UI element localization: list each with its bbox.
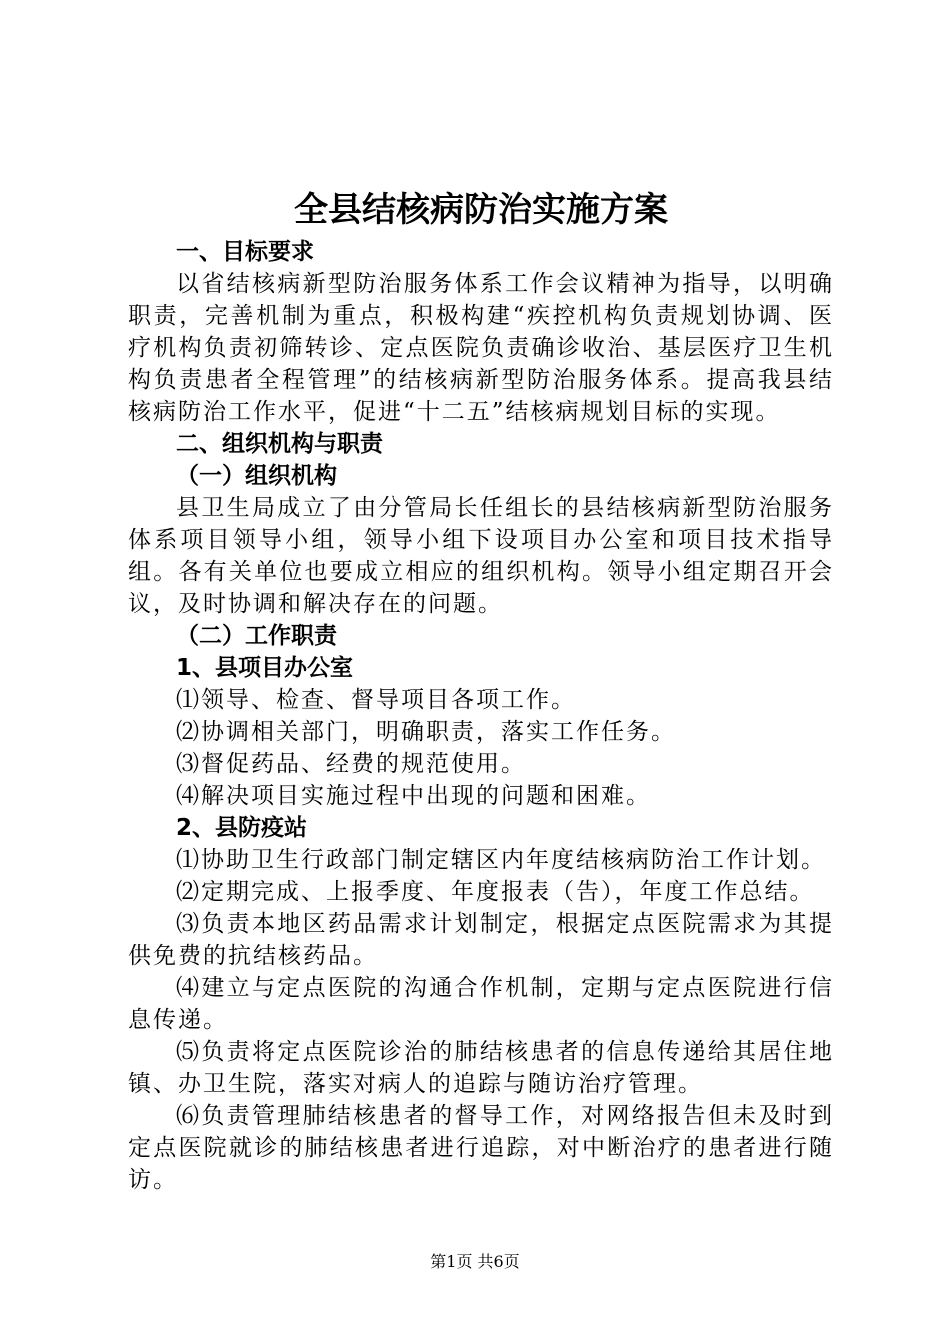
- list-item: ⑶督促药品、经费的规范使用。: [176, 751, 526, 777]
- list-item: ⑷建立与定点医院的沟通合作机制，定期与定点医院进行信息传递。: [128, 975, 834, 1033]
- paragraph-organization: 县卫生局成立了由分管局长任组长的县结核病新型防治服务体系项目领导小组，领导小组下设项目办公室和项目技术指导组。各有关单位也要成立相应的组织机构。领导小组定期召开会议，及时协调和解决存在的问题。: [128, 495, 834, 617]
- list-item: ⑷解决项目实施过程中出现的问题和困难。: [176, 783, 651, 809]
- page-number-footer: 第1页 共6页: [430, 1252, 520, 1271]
- paragraph-goals: 以省结核病新型防治服务体系工作会议精神为指导，以明确职责，完善机制为重点，积极构建“疾控机构负责规划协调、医疗机构负责初筛转诊、定点医院负责确诊收治、基层医疗卫生机构负责患者全程管理”的结核病新型防治服务体系。提高我县结核病防治工作水平，促进“十二五”结核病规划目标的实现。: [128, 271, 834, 425]
- heading-project-office: 1、县项目办公室: [176, 655, 354, 681]
- section-heading-organization: 二、组织机构与职责: [176, 431, 383, 457]
- document-body: [128, 186, 834, 1196]
- document-title: 全县结核病防治实施方案: [294, 190, 668, 230]
- section-heading-goals: 一、目标要求: [176, 239, 314, 265]
- list-item: ⑸负责将定点医院诊治的肺结核患者的信息传递给其居住地镇、办卫生院，落实对病人的追踪与随访治疗管理。: [128, 1039, 834, 1097]
- subheading-organization: （一）组织机构: [176, 463, 337, 489]
- list-item: ⑵定期完成、上报季度、年度报表（告），年度工作总结。: [176, 879, 815, 905]
- list-item: ⑶负责本地区药品需求计划制定，根据定点医院需求为其提供免费的抗结核药品。: [128, 911, 834, 969]
- heading-epidemic-station: 2、县防疫站: [176, 815, 308, 841]
- list-item: ⑴协助卫生行政部门制定辖区内年度结核病防治工作计划。: [176, 847, 826, 873]
- subheading-duties: （二）工作职责: [176, 623, 337, 649]
- list-item: ⑵协调相关部门，明确职责，落实工作任务。: [176, 719, 676, 745]
- list-item: ⑴领导、检查、督导项目各项工作。: [176, 687, 576, 713]
- list-item: ⑹负责管理肺结核患者的督导工作，对网络报告但未及时到定点医院就诊的肺结核患者进行追踪，对中断治疗的患者进行随访。: [128, 1103, 834, 1193]
